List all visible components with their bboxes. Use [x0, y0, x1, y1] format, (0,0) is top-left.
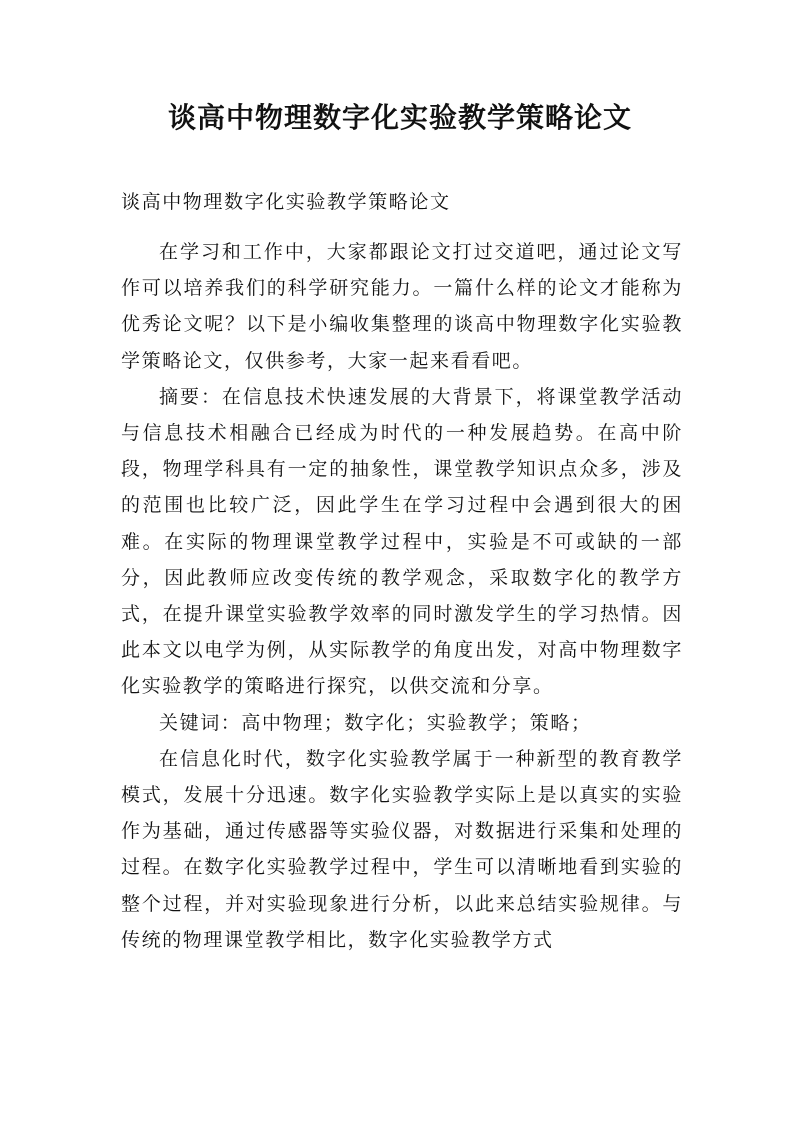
document-title: 谈高中物理数字化实验教学策略论文: [167, 101, 632, 134]
body-paragraph: 在信息化时代，数字化实验教学属于一种新型的教育教学模式，发展十分迅速。数字化实验教学实际上是以真实的实验作为基础，通过传感器等实验仪器，对数据进行采集和处理的过程。在数字化实验教学过程中，学生可以清晰地看到实验的整个过程，并对实验现象进行分析，以此来总结实验规律。与传统的物理课堂教学相比，数字化实验教学方式: [121, 747, 683, 951]
intro-paragraph: 在学习和工作中，大家都跟论文打过交道吧，通过论文写作可以培养我们的科学研究能力。一篇什么样的论文才能称为优秀论文呢？以下是小编收集整理的谈高中物理数字化实验教学策略论文，仅供参考，大家一起来看看吧。: [121, 241, 683, 372]
document-body: [121, 234, 683, 958]
keywords-paragraph: 关键词：高中物理；数字化；实验教学；策略；: [159, 711, 592, 734]
abstract-paragraph: 摘要：在信息技术快速发展的大背景下，将课堂教学活动与信息技术相融合已经成为时代的一种发展趋势。在高中阶段，物理学科具有一定的抽象性，课堂教学知识点众多，涉及的范围也比较广泛，因此学生在学习过程中会遇到很大的困难。在实际的物理课堂教学过程中，实验是不可或缺的一部分，因此教师应改变传统的教学观念，采取数字化的教学方式，在提升课堂实验教学效率的同时激发学生的学习热情。因此本文以电学为例，从实际教学的角度出发，对高中物理数字化实验教学的策略进行探究，以供交流和分享。: [121, 385, 683, 698]
document-subtitle: 谈高中物理数字化实验教学策略论文: [121, 191, 451, 213]
